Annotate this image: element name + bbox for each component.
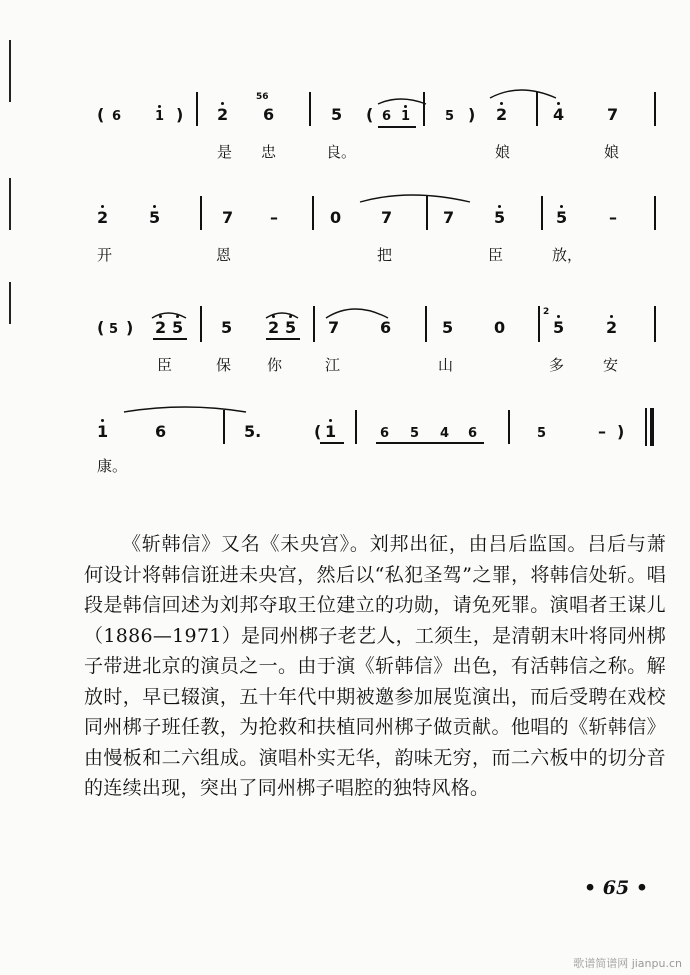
slur-marks	[0, 0, 690, 480]
underline	[320, 442, 344, 444]
lyric: 山	[438, 356, 454, 374]
bar-line	[536, 92, 538, 126]
underline	[378, 126, 416, 128]
paren-open: (	[366, 105, 374, 124]
underline	[153, 338, 187, 340]
lyric: 安	[603, 356, 619, 374]
bar-line	[508, 410, 510, 444]
lyric: 是	[217, 143, 233, 161]
lyric: 恩	[216, 246, 232, 264]
bar-line	[312, 196, 314, 230]
paragraph: 《斩韩信》又名《未央宫》。刘邦出征，由吕后监国。吕后与萧何设计将韩信诳进未央宫，然后以“私犯圣驾”之罪，将韩信处斩。唱段是韩信回述为刘邦夺取王位建立的功勋，请免死罪。演唱者王谋儿（1886—1971）是同州梆子老艺人，工须生，是清朝末叶将同州梆子带进北京的演员之一。由于演《斩韩信》出色，有活韩信之称。解放时，早已辍演，五十年代中期被邀参加展览演出，而后受聘在戏校同州梆子班任教，为抢救和扶植同州梆子做贡献。他唱的《斩韩信》由慢板和二六组成。演唱朴实无华，韵味无穷，而二六板中的切分音的连续出现，突出了同州梆子唱腔的独特风格。	[84, 533, 666, 799]
underline	[376, 442, 484, 444]
note: 5.	[244, 422, 262, 441]
grace-note: 56	[256, 92, 269, 102]
bar-line	[654, 92, 656, 126]
bar-line	[196, 92, 198, 126]
note: 5	[109, 322, 119, 337]
final-bar-thin	[645, 408, 647, 446]
note: 2	[97, 208, 109, 227]
grace-note: 2	[543, 307, 550, 317]
final-bar-thick	[650, 408, 654, 446]
note: 6	[112, 109, 122, 124]
note: 7	[443, 208, 455, 227]
lyric: 良。	[326, 143, 357, 161]
dash: –	[609, 208, 617, 227]
note: 7	[381, 208, 393, 227]
bar-line	[200, 306, 202, 342]
note: 5	[149, 208, 161, 227]
note: 6	[380, 318, 392, 337]
dash: –	[598, 422, 606, 441]
note: 7	[328, 318, 340, 337]
note: 5	[556, 208, 568, 227]
dash: –	[270, 208, 278, 227]
note: 5	[221, 318, 233, 337]
page-number: • 65 •	[584, 877, 648, 899]
paren-open: (	[97, 105, 105, 124]
lyric: 康。	[97, 457, 128, 475]
note: 6	[380, 426, 390, 441]
bar-line	[654, 306, 656, 342]
paren-open: (	[97, 318, 105, 337]
underline	[266, 338, 300, 340]
note: 1	[401, 109, 411, 124]
bar-line	[309, 92, 311, 126]
bar-line	[538, 306, 540, 342]
bar-line	[426, 196, 428, 230]
note: 0	[494, 318, 506, 337]
lyric: 臣	[488, 246, 504, 264]
bar-line	[223, 410, 225, 444]
paren-close: )	[126, 318, 134, 337]
note: 5	[410, 426, 420, 441]
watermark: 歌谱简谱网 jianpu.cn	[573, 957, 682, 970]
note: 2	[217, 105, 229, 124]
lyric: 江	[325, 356, 341, 374]
lyric: 臣	[157, 356, 173, 374]
lyric: 开	[97, 246, 113, 264]
lyric: 多	[549, 356, 565, 374]
lyric: 娘	[604, 143, 620, 161]
bar-line	[313, 306, 315, 342]
note: 1	[97, 422, 109, 441]
note: 5	[331, 105, 343, 124]
note: 2	[496, 105, 508, 124]
paren-close: )	[617, 422, 625, 441]
note: 6	[155, 422, 167, 441]
note: 5	[172, 318, 184, 337]
bar-line	[654, 196, 656, 230]
note: 0	[330, 208, 342, 227]
note: 5	[494, 208, 506, 227]
note: 5	[442, 318, 454, 337]
jianpu-score	[0, 0, 690, 480]
bar-line	[355, 410, 357, 444]
bar-line	[423, 92, 425, 126]
bar-line	[200, 196, 202, 230]
note: 4	[440, 426, 450, 441]
note: 5	[537, 426, 547, 441]
lyric: 你	[267, 356, 283, 374]
note: 6	[382, 109, 392, 124]
paren-close: )	[176, 105, 184, 124]
lyric: 保	[216, 356, 232, 374]
note: 7	[607, 105, 619, 124]
note: 2	[606, 318, 618, 337]
note: 1	[155, 109, 165, 124]
note: 1	[325, 422, 337, 441]
note: 5	[285, 318, 297, 337]
note: 6	[263, 105, 275, 124]
bar-line	[425, 306, 427, 342]
note: 6	[468, 426, 478, 441]
bar-line	[541, 196, 543, 230]
lyric: 放，	[552, 246, 583, 264]
commentary-text	[84, 529, 666, 804]
lyric: 娘	[495, 143, 511, 161]
lyric: 把	[377, 246, 393, 264]
lyric: 忠	[261, 143, 277, 161]
paren-close: )	[468, 105, 476, 124]
note: 2	[155, 318, 167, 337]
note: 5	[553, 318, 565, 337]
note: 5	[445, 109, 455, 124]
note: 4	[553, 105, 565, 124]
note: 7	[222, 208, 234, 227]
paren-open: (	[314, 422, 322, 441]
note: 2	[268, 318, 280, 337]
